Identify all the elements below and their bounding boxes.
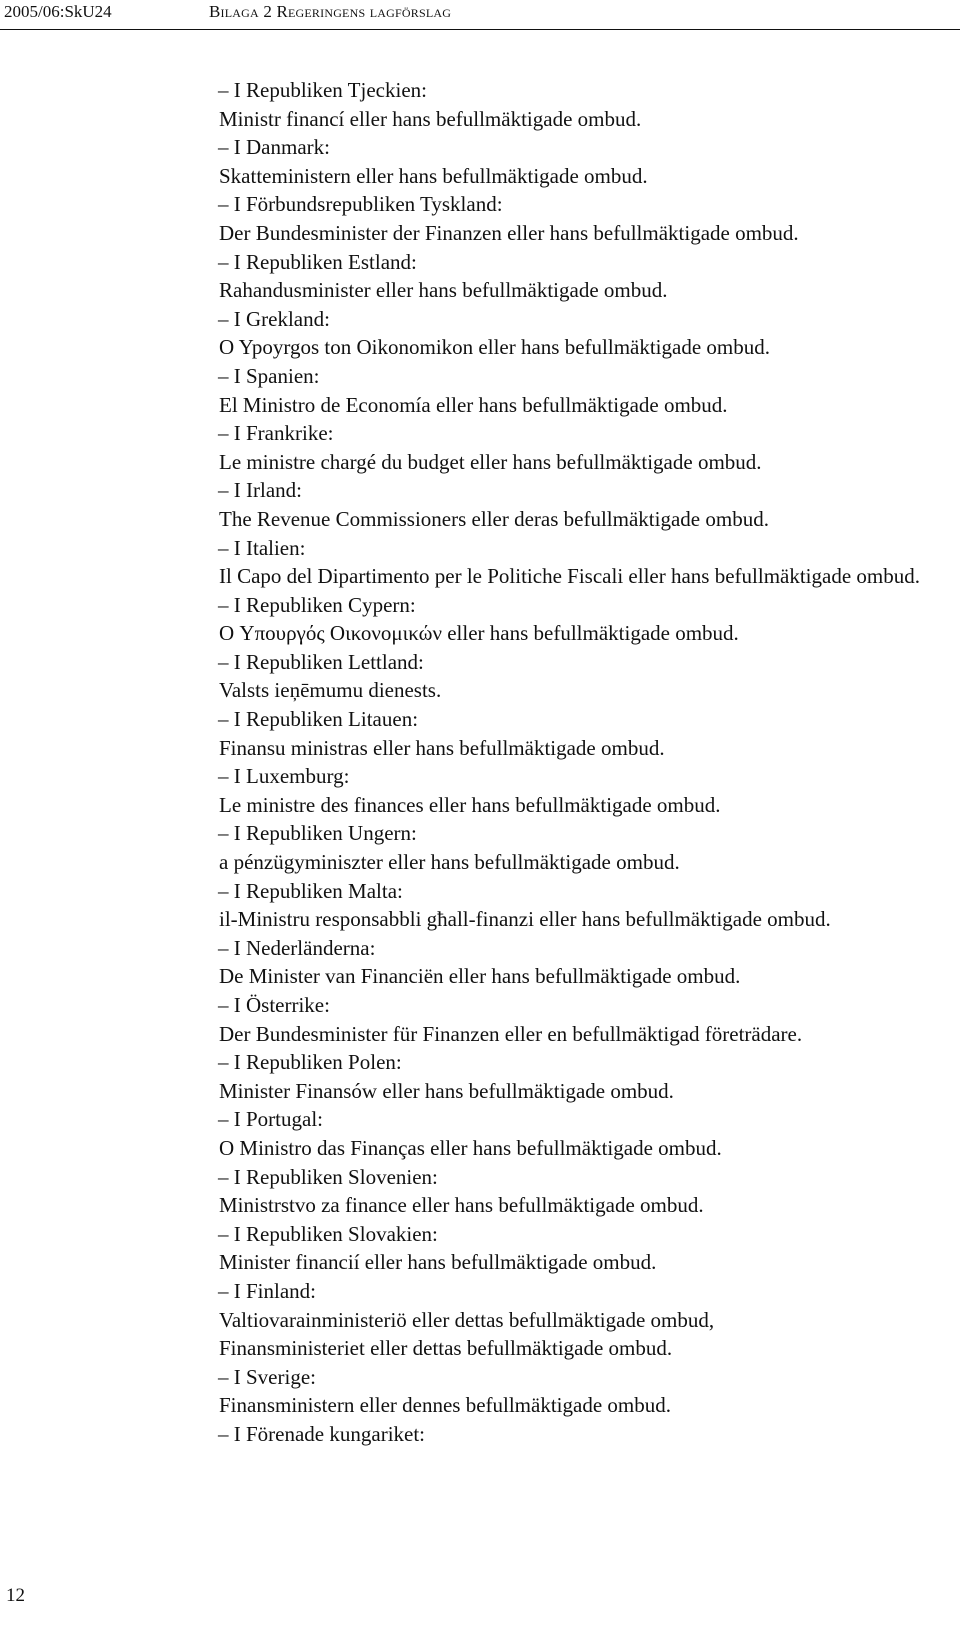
country-label: – I Republiken Malta: bbox=[218, 878, 403, 903]
list-item bbox=[0, 934, 960, 991]
document-code: 2005/06:SkU24 bbox=[4, 2, 112, 21]
list-item bbox=[0, 419, 960, 476]
list-item bbox=[0, 762, 960, 819]
authority-text: De Minister van Financiën eller hans befullmäktigade ombud. bbox=[219, 964, 741, 989]
authority-text: Valsts ieņēmumu dienests. bbox=[219, 678, 442, 703]
list-item bbox=[0, 248, 960, 305]
country-label: – I Förenade kungariket: bbox=[218, 1421, 426, 1446]
list-item bbox=[0, 705, 960, 762]
authority-text: The Revenue Commissioners eller deras befullmäktigade ombud. bbox=[219, 506, 769, 531]
country-label: – I Spanien: bbox=[218, 363, 320, 388]
list-item bbox=[0, 991, 960, 1048]
country-label: – I Irland: bbox=[218, 478, 302, 503]
country-label: – I Republiken Ungern: bbox=[218, 821, 417, 846]
list-item bbox=[0, 648, 960, 705]
country-label: – I Nederländerna: bbox=[218, 935, 376, 960]
authority-text: Minister Finansów eller hans befullmäktigade ombud. bbox=[219, 1078, 674, 1103]
authority-text: Ministrstvo za finance eller hans befullmäktigade ombud. bbox=[219, 1193, 704, 1218]
list-item bbox=[0, 1220, 960, 1277]
section-title: Bilaga 2 Regeringens lagförslag bbox=[209, 2, 452, 21]
list-item bbox=[0, 190, 960, 247]
list-item bbox=[0, 591, 960, 648]
list-item bbox=[0, 362, 960, 419]
list-item bbox=[0, 1363, 960, 1420]
authority-text: il-Ministru responsabbli għall-finanzi eller hans befullmäktigade ombud. bbox=[219, 907, 831, 932]
country-label: – I Sverige: bbox=[218, 1364, 316, 1389]
authority-text: Minister financií eller hans befullmäktigade ombud. bbox=[219, 1250, 657, 1275]
list-item bbox=[0, 819, 960, 876]
list-item bbox=[0, 1163, 960, 1220]
country-label: – I Portugal: bbox=[218, 1107, 323, 1132]
authority-text: Ministr financí eller hans befullmäktigade ombud. bbox=[219, 106, 642, 131]
authority-text: Skatteministern eller hans befullmäktigade ombud. bbox=[219, 163, 648, 188]
authority-text: a pénzügyminiszter eller hans befullmäktigade ombud. bbox=[219, 850, 680, 875]
country-label: – I Österrike: bbox=[218, 993, 330, 1017]
country-label: – I Italien: bbox=[218, 535, 306, 560]
country-label: – I Finland: bbox=[218, 1278, 316, 1303]
country-label: – I Republiken Polen: bbox=[218, 1050, 402, 1075]
list-item bbox=[0, 1420, 960, 1449]
authority-text: O Ministro das Finanças eller hans befullmäktigade ombud. bbox=[219, 1135, 722, 1160]
list-item bbox=[0, 534, 960, 591]
country-label: – I Republiken Tjeckien: bbox=[218, 78, 427, 102]
country-label: – I Grekland: bbox=[218, 306, 330, 331]
country-label: – I Republiken Lettland: bbox=[218, 649, 424, 674]
list-item bbox=[0, 877, 960, 934]
list-item bbox=[0, 476, 960, 533]
authority-text: Il Capo del Dipartimento per le Politiche Fiscali eller hans befullmäktigade ombud. bbox=[219, 564, 920, 589]
authority-text: Finansministern eller dennes befullmäktigade ombud. bbox=[219, 1393, 671, 1418]
list-item bbox=[0, 1105, 960, 1162]
authority-text: O Υπουργός Οικονομικών eller hans befullmäktigade ombud. bbox=[219, 621, 739, 646]
list-item bbox=[0, 1277, 960, 1363]
country-label: – I Danmark: bbox=[218, 135, 330, 160]
page-number: 12 bbox=[6, 1585, 25, 1606]
authority-text: Finansu ministras eller hans befullmäktigade ombud. bbox=[219, 735, 665, 760]
page-header bbox=[0, 2, 960, 28]
country-label: – I Luxemburg: bbox=[218, 764, 350, 789]
country-label: – I Republiken Litauen: bbox=[218, 707, 419, 732]
header-divider bbox=[0, 29, 960, 30]
country-label: – I Republiken Cypern: bbox=[218, 592, 416, 617]
list-item bbox=[0, 1048, 960, 1105]
country-label: – I Frankrike: bbox=[218, 421, 334, 446]
authority-text: Le ministre chargé du budget eller hans befullmäktigade ombud. bbox=[219, 449, 762, 474]
authority-text: Le ministre des finances eller hans befullmäktigade ombud. bbox=[219, 792, 721, 817]
authority-text: Rahandusminister eller hans befullmäktigade ombud. bbox=[219, 278, 668, 303]
authority-text: Der Bundesminister der Finanzen eller hans befullmäktigade ombud. bbox=[219, 220, 799, 245]
authority-text: Valtiovarainministeriö eller dettas befullmäktigade ombud, bbox=[219, 1307, 715, 1332]
list-item bbox=[0, 305, 960, 362]
authority-text-second-line: Finansministeriet eller dettas befullmäktigade ombud. bbox=[219, 1336, 673, 1361]
authority-text: O Ypoyrgos ton Oikonomikon eller hans befullmäktigade ombud. bbox=[219, 335, 770, 360]
country-label: – I Förbundsrepubliken Tyskland: bbox=[218, 192, 503, 217]
country-label: – I Republiken Slovenien: bbox=[218, 1164, 438, 1189]
country-label: – I Republiken Slovakien: bbox=[218, 1221, 438, 1246]
country-label: – I Republiken Estland: bbox=[218, 249, 417, 274]
authority-text: El Ministro de Economía eller hans befullmäktigade ombud. bbox=[219, 392, 728, 417]
list-item bbox=[0, 133, 960, 190]
list-item bbox=[0, 76, 960, 133]
authority-text: Der Bundesminister für Finanzen eller en befullmäktigad företrädare. bbox=[219, 1021, 803, 1046]
competent-authorities-list bbox=[0, 76, 960, 1449]
